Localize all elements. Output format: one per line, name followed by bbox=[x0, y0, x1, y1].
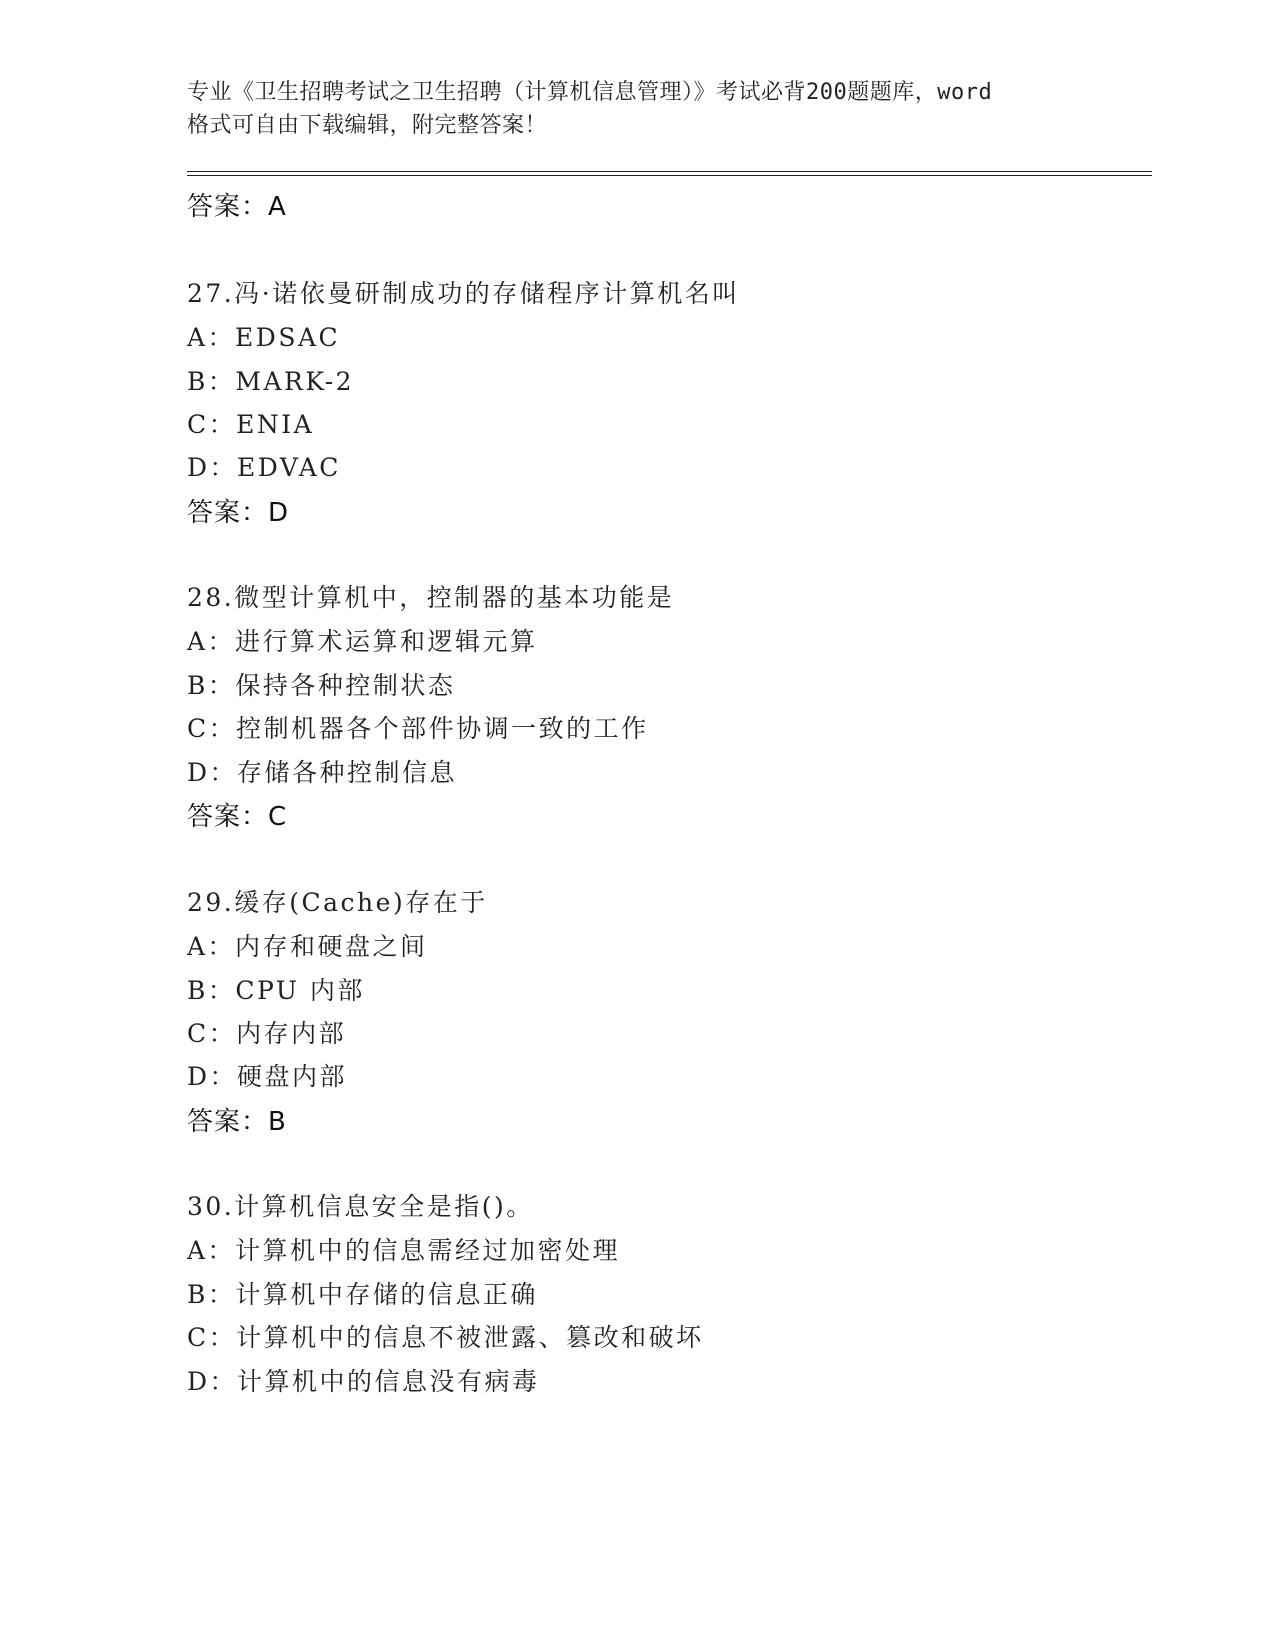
header-line-2: 格式可自由下载编辑，附完整答案！ bbox=[187, 113, 548, 138]
option-c-28: C：控制机器各个部件协调一致的工作 bbox=[187, 714, 649, 743]
answer-line: 答案：A bbox=[187, 192, 287, 222]
option-a-28: A：进行算术运算和逻辑元算 bbox=[187, 627, 538, 656]
option-d-28: D：存储各种控制信息 bbox=[187, 758, 458, 787]
option-d-29: D：硬盘内部 bbox=[187, 1062, 348, 1091]
header-rule-top bbox=[187, 171, 1152, 172]
question-stem-29: 29.缓存(Cache)存在于 bbox=[187, 888, 488, 917]
option-a-27: A：EDSAC bbox=[187, 323, 341, 352]
option-b-30: B：计算机中存储的信息正确 bbox=[187, 1280, 538, 1309]
option-a-30: A：计算机中的信息需经过加密处理 bbox=[187, 1236, 621, 1265]
document-header bbox=[187, 76, 1087, 142]
option-c-29: C：内存内部 bbox=[187, 1019, 347, 1048]
question-stem-28: 28.微型计算机中，控制器的基本功能是 bbox=[187, 583, 675, 612]
option-c-27: C：ENIA bbox=[187, 410, 315, 439]
question-stem-27: 27.冯·诺依曼研制成功的存储程序计算机名叫 bbox=[187, 279, 740, 308]
option-b-29: B：CPU 内部 bbox=[187, 976, 365, 1005]
option-d-27: D：EDVAC bbox=[187, 453, 341, 482]
answer-28: 答案：C bbox=[187, 802, 288, 832]
option-a-29: A：内存和硬盘之间 bbox=[187, 932, 428, 961]
option-b-27: B：MARK-2 bbox=[187, 367, 355, 396]
answer-29: 答案：B bbox=[187, 1107, 287, 1137]
option-b-28: B：保持各种控制状态 bbox=[187, 671, 456, 700]
option-c-30: C：计算机中的信息不被泄露、篡改和破坏 bbox=[187, 1323, 704, 1352]
header-line-1: 专业《卫生招聘考试之卫生招聘（计算机信息管理）》考试必背200题题库，word bbox=[187, 80, 993, 105]
answer-27: 答案：D bbox=[187, 498, 290, 528]
header-rule-bottom bbox=[187, 175, 1152, 176]
option-d-30: D：计算机中的信息没有病毒 bbox=[187, 1367, 540, 1396]
question-stem-30: 30.计算机信息安全是指()。 bbox=[187, 1192, 534, 1221]
